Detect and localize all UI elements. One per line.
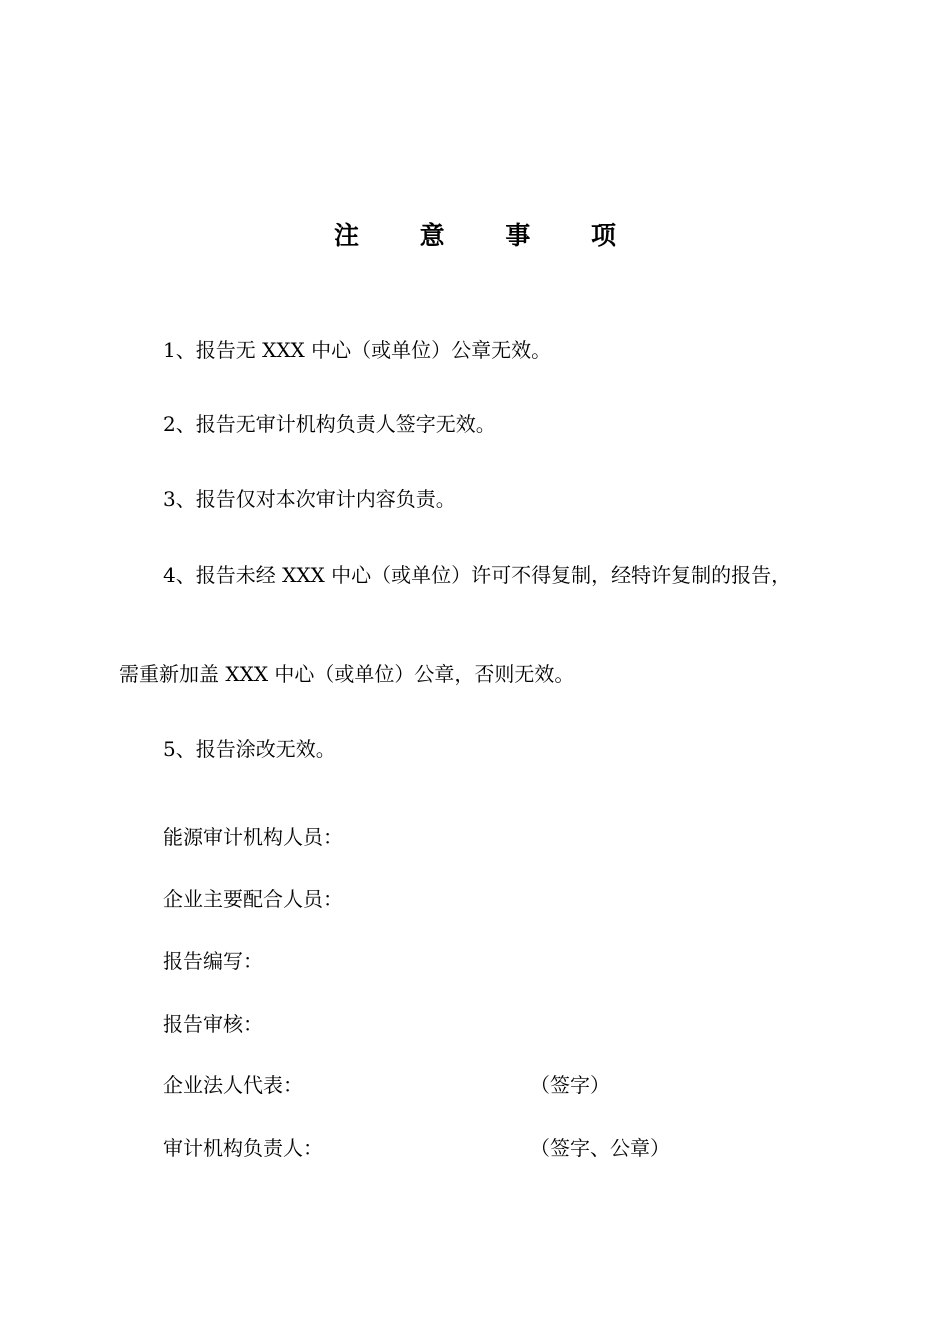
- page-title: 注 意 事 项: [333, 221, 643, 250]
- report-writer-label: 报告编写：: [163, 949, 263, 973]
- legal-rep-label: 企业法人代表：: [163, 1073, 303, 1097]
- notice-2: 2、报告无审计机构负责人签字无效。: [163, 412, 496, 436]
- notice-1: 1、报告无 XXX 中心（或单位）公章无效。: [163, 338, 552, 362]
- legal-rep-signature-note: （签字）: [530, 1073, 610, 1097]
- enterprise-staff-label: 企业主要配合人员：: [163, 887, 343, 911]
- notice-5: 5、报告涂改无效。: [163, 737, 336, 761]
- notice-3: 3、报告仅对本次审计内容负责。: [163, 487, 456, 511]
- report-reviewer-label: 报告审核：: [163, 1012, 263, 1036]
- notice-4-continued: 需重新加盖 XXX 中心（或单位）公章，否则无效。: [119, 662, 575, 686]
- audit-head-signature-note: （签字、公章）: [530, 1136, 670, 1160]
- auditors-label: 能源审计机构人员：: [163, 825, 343, 849]
- notice-4: 4、报告未经 XXX 中心（或单位）许可不得复制，经特许复制的报告，: [163, 563, 792, 587]
- audit-head-label: 审计机构负责人：: [163, 1136, 323, 1160]
